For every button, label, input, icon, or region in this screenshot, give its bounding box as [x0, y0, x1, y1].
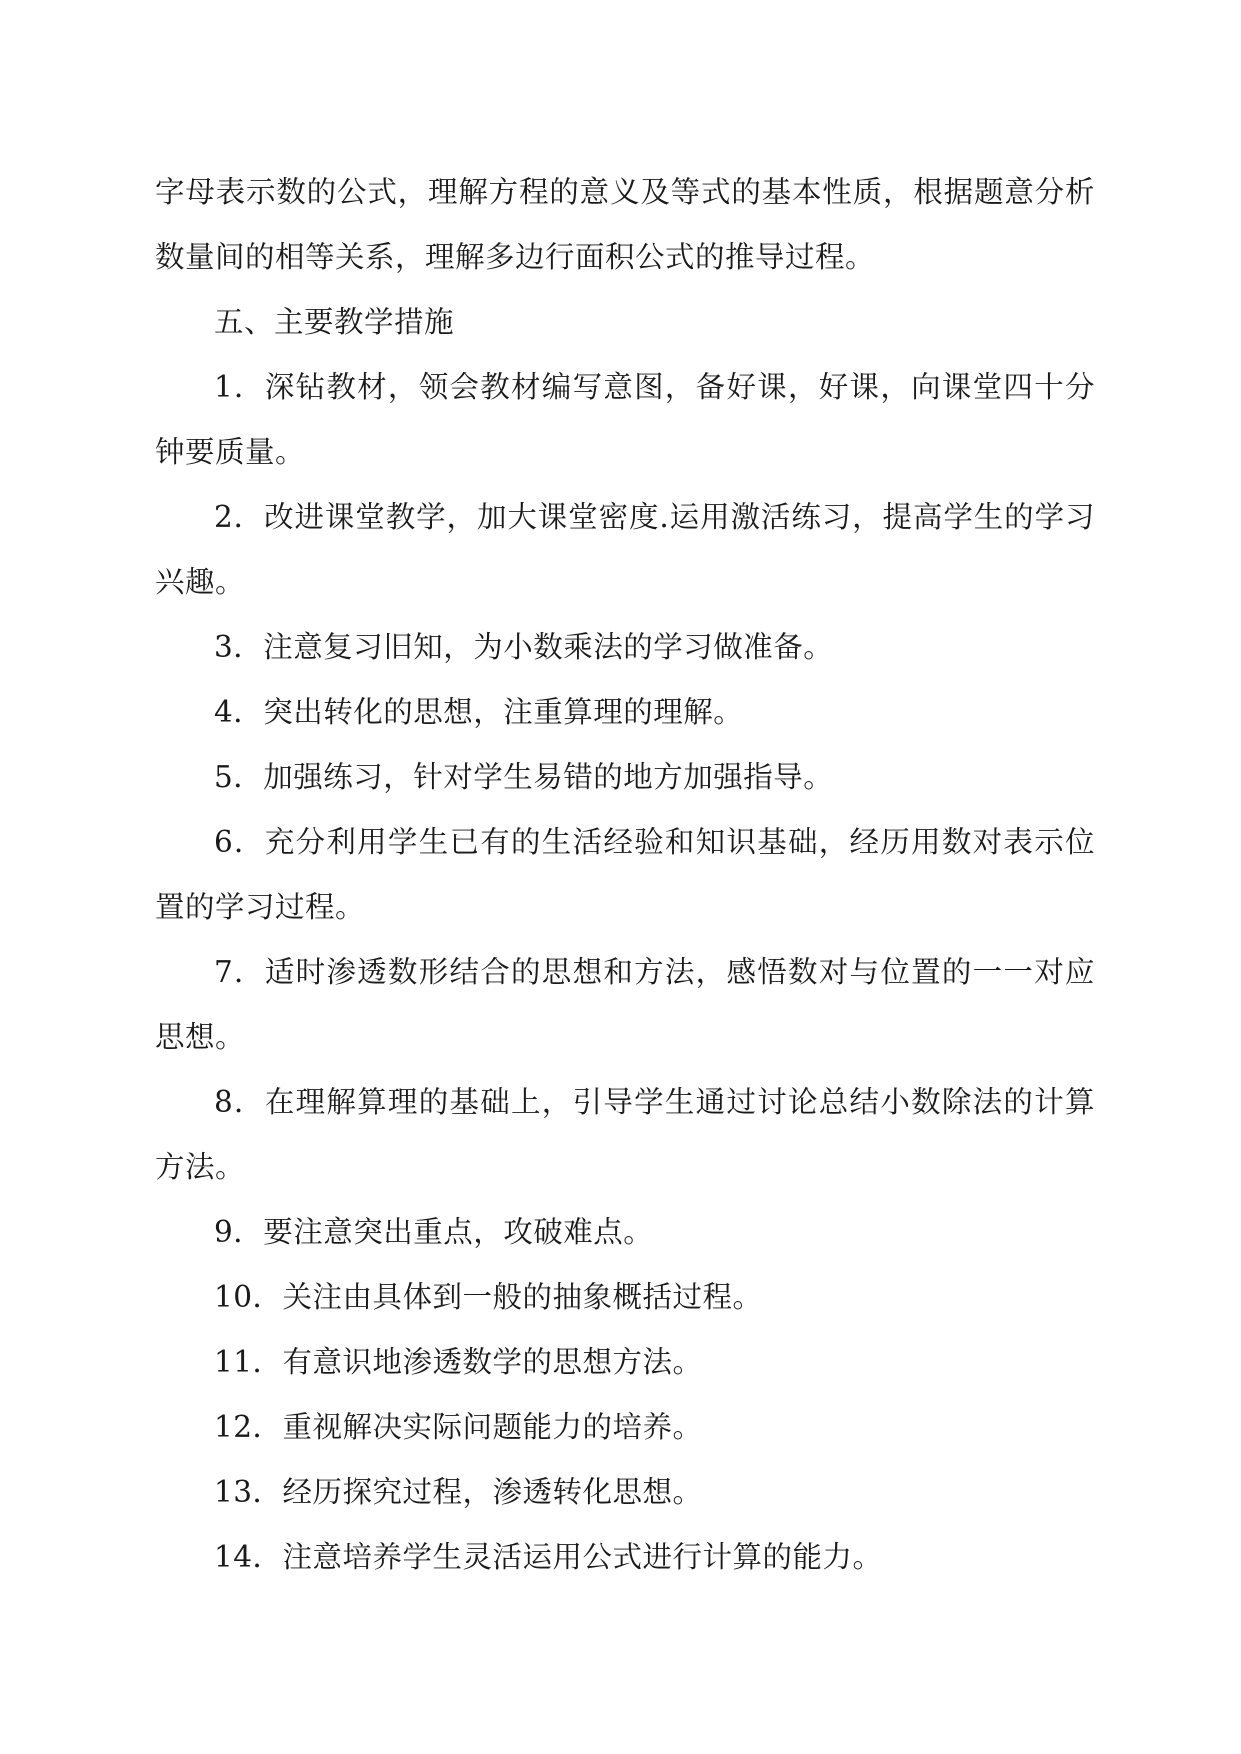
- measure-item-3: 3．注意复习旧知，为小数乘法的学习做准备。: [214, 630, 834, 664]
- measure-item-12: 12．重视解决实际问题能力的培养。: [214, 1410, 703, 1444]
- measure-item-8: 8．在理解算理的基础上，引导学生通过讨论总结小数除法的计算方法。: [155, 1085, 1095, 1184]
- measure-item-1: 1．深钻教材，领会教材编写意图，备好课，好课，向课堂四十分钟要质量。: [155, 370, 1095, 469]
- measure-item-2: 2．改进课堂教学，加大课堂密度.运用激活练习，提高学生的学习兴趣。: [155, 500, 1095, 599]
- measure-item-11: 11．有意识地渗透数学的思想方法。: [214, 1345, 703, 1379]
- measure-item-9: 9．要注意突出重点，攻破难点。: [214, 1215, 654, 1249]
- paragraph-continuation: 字母表示数的公式，理解方程的意义及等式的基本性质，根据题意分析数量间的相等关系，理解多边行面积公式的推导过程。: [155, 175, 1095, 274]
- measure-item-7: 7．适时渗透数形结合的思想和方法，感悟数对与位置的一一对应思想。: [155, 955, 1095, 1054]
- measure-item-14: 14．注意培养学生灵活运用公式进行计算的能力。: [214, 1540, 883, 1574]
- section-heading-teaching-measures: 五、主要教学措施: [214, 305, 455, 339]
- measure-item-4: 4．突出转化的思想，注重算理的理解。: [214, 695, 744, 729]
- measure-item-10: 10．关注由具体到一般的抽象概括过程。: [214, 1280, 763, 1314]
- measure-item-13: 13．经历探究过程，渗透转化思想。: [214, 1475, 703, 1509]
- measure-item-5: 5．加强练习，针对学生易错的地方加强指导。: [214, 760, 834, 794]
- document-body: [155, 160, 1095, 1590]
- measure-item-6: 6．充分利用学生已有的生活经验和知识基础，经历用数对表示位置的学习过程。: [155, 825, 1095, 924]
